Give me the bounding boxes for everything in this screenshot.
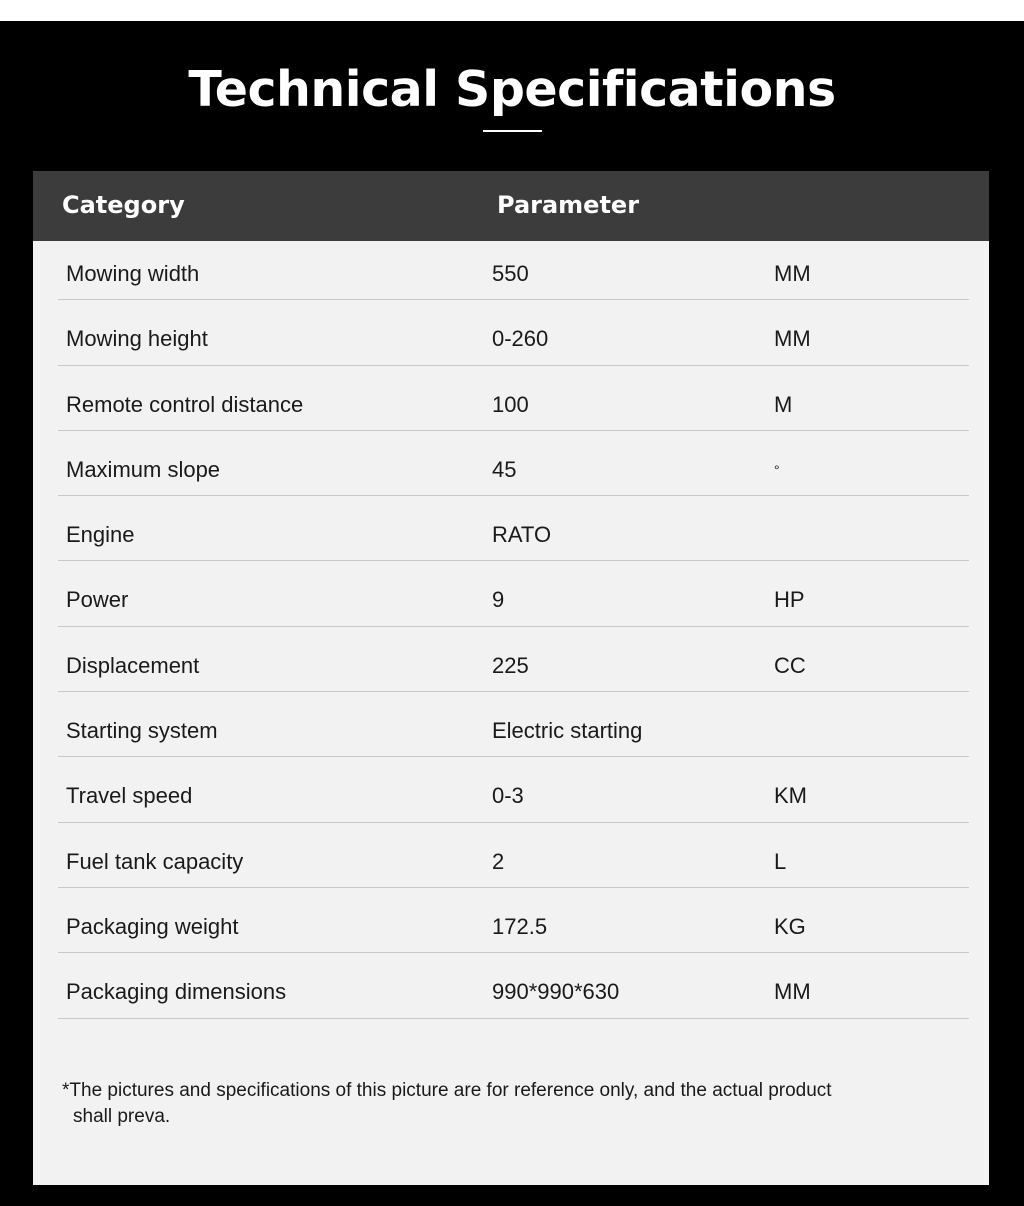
table-row [58, 496, 969, 561]
spec-table-body [58, 235, 969, 1019]
row-category: Fuel tank capacity [66, 848, 244, 874]
disclaimer-footnote [62, 1078, 952, 1130]
page-title: Technical Specifications [188, 61, 836, 118]
row-category: Mowing width [66, 261, 200, 286]
row-category: Packaging dimensions [66, 979, 287, 1005]
row-unit: L [774, 848, 787, 874]
row-value: 100 [492, 391, 529, 417]
row-value: 990*990*630 [492, 979, 620, 1005]
table-row [58, 953, 969, 1018]
row-category: Displacement [66, 652, 200, 678]
header-parameter: Parameter [497, 191, 640, 219]
row-category: Starting system [66, 718, 218, 744]
row-value: 0-3 [492, 783, 524, 809]
row-unit: HP [774, 587, 805, 613]
row-value: 45 [492, 456, 517, 482]
row-value: RATO [492, 522, 552, 548]
row-category: Power [66, 587, 129, 613]
row-category: Travel speed [66, 783, 193, 809]
footnote-line-2: shall preva. [73, 1106, 171, 1127]
table-row [58, 627, 969, 692]
row-category: Packaging weight [66, 913, 239, 939]
row-category: Maximum slope [66, 456, 221, 482]
row-unit: KM [774, 783, 807, 809]
table-row [58, 757, 969, 822]
row-value: Electric starting [492, 718, 643, 744]
row-category: Remote control distance [66, 391, 304, 417]
table-row [58, 431, 969, 496]
row-value: 0-260 [492, 326, 549, 352]
table-header [33, 171, 989, 241]
table-row [58, 235, 969, 300]
table-row [58, 692, 969, 757]
row-unit: M [774, 391, 793, 417]
footnote-line-1: *The pictures and specifications of this picture are for reference only, and the actual product [62, 1080, 832, 1101]
row-unit-degree: ° [774, 461, 780, 478]
row-unit: KG [774, 913, 806, 939]
table-row [58, 300, 969, 365]
row-value: 550 [492, 261, 529, 286]
table-row [58, 366, 969, 431]
row-value: 2 [492, 848, 505, 874]
row-category: Mowing height [66, 326, 208, 352]
header-category: Category [62, 191, 185, 219]
row-unit: MM [774, 261, 811, 286]
table-row [58, 823, 969, 888]
row-unit: MM [774, 326, 811, 352]
table-row [58, 561, 969, 626]
title-underline [483, 130, 542, 132]
row-value: 225 [492, 652, 529, 678]
row-value: 172.5 [492, 913, 548, 939]
table-row [58, 888, 969, 953]
row-value: 9 [492, 587, 505, 613]
row-unit: CC [774, 652, 806, 678]
row-category: Engine [66, 522, 135, 548]
row-unit: MM [774, 979, 811, 1005]
spec-card [33, 171, 989, 1185]
